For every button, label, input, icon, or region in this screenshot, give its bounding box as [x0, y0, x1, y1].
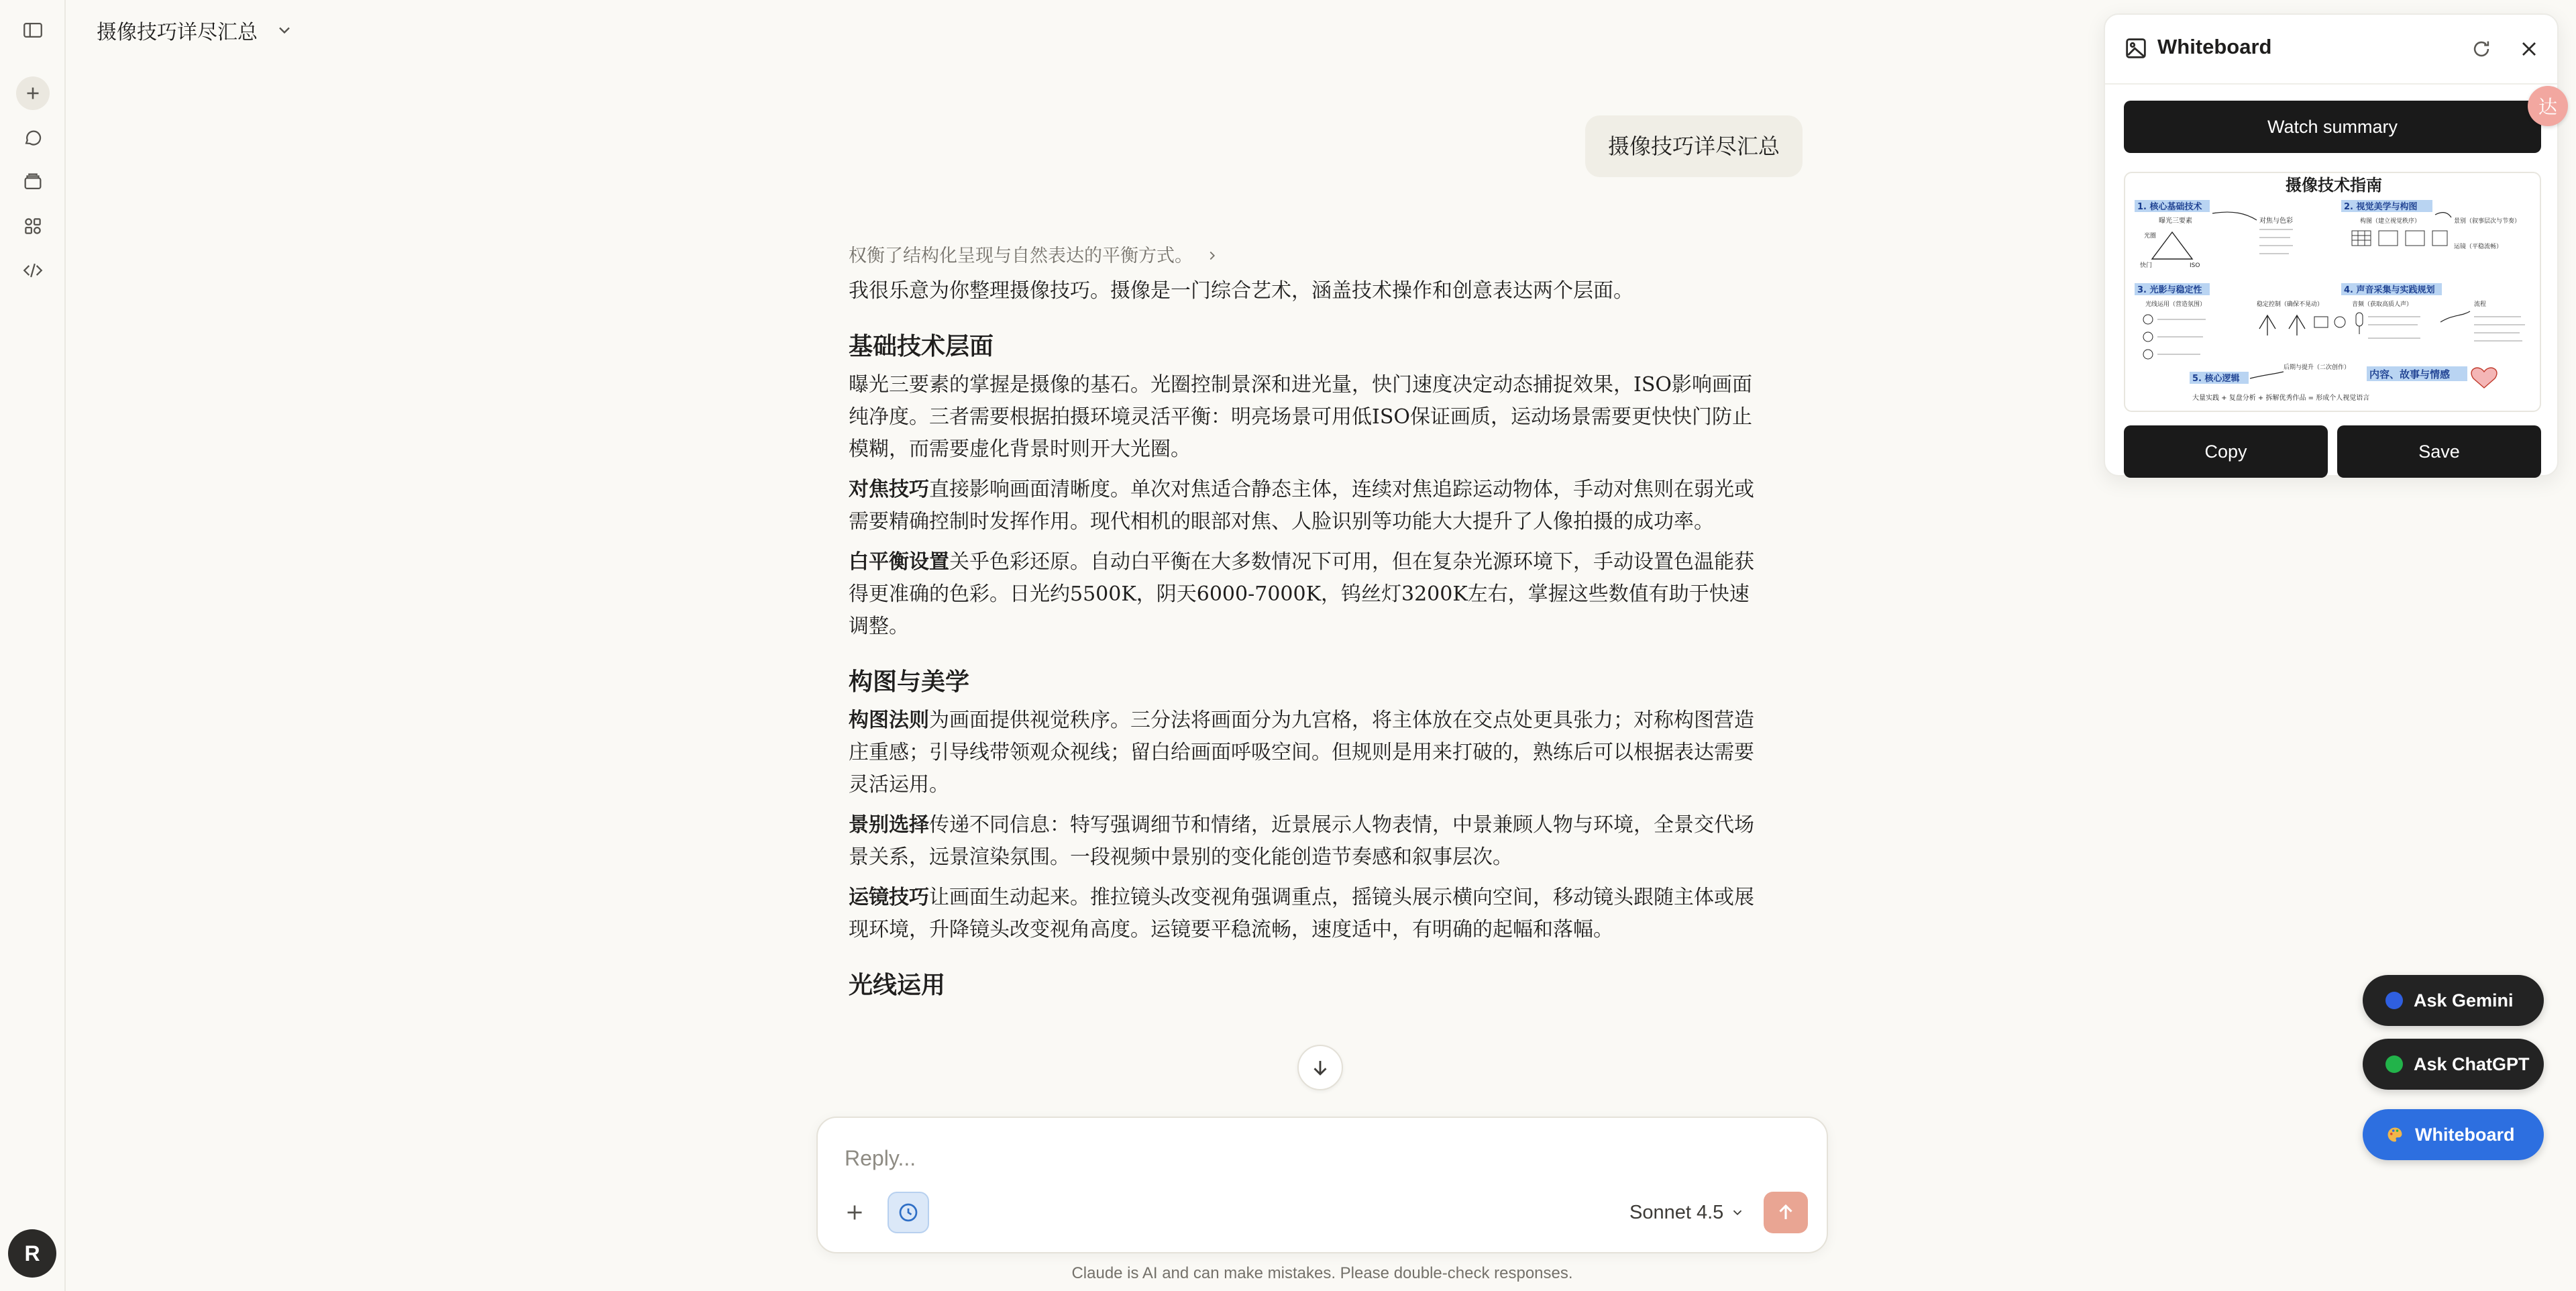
- sketch-core: 内容、故事与情感: [2369, 368, 2451, 380]
- thinking-summary-text: 权衡了结构化呈现与自然表达的平衡方式。: [849, 246, 1193, 266]
- paragraph: 对焦技巧直接影响画面清晰度。单次对焦适合静态主体，连续对焦追踪运动物体，手动对焦则在弱光或需要精确控制时发挥作用。现代相机的眼部对焦、人脸识别等功能大大提升了人像拍摄的成功率。: [849, 478, 1754, 533]
- arrow-down-icon: [1309, 1056, 1332, 1079]
- ask-gemini-label: Ask Gemini: [2414, 990, 2514, 1011]
- ask-chatgpt-label: Ask ChatGPT: [2414, 1053, 2530, 1074]
- whiteboard-header: [2105, 15, 2557, 85]
- sidebar-toggle-button[interactable]: [16, 13, 50, 47]
- sketch-heading-5: 5. 核心逻辑: [2192, 374, 2240, 384]
- sketch-arrow: [2250, 372, 2284, 378]
- user-message-bubble: 摄像技巧详尽汇总: [1585, 115, 1803, 177]
- sketch-text: 流程: [2474, 301, 2487, 308]
- assistant-response: [849, 240, 1754, 1113]
- chevron-down-icon: [275, 21, 294, 40]
- sketch-sun: [2143, 332, 2153, 342]
- sketch-grid: [2379, 231, 2398, 246]
- chatgpt-icon: [2385, 1055, 2403, 1073]
- conversation-title-button[interactable]: [97, 15, 294, 46]
- sketch-text: 曝光三要素: [2159, 217, 2192, 225]
- paragraph: 白平衡设置关乎色彩还原。自动白平衡在大多数情况下可用，但在复杂光源环境下，手动设置色温能获得更准确的色彩。日光约5500K，阴天6000-7000K，钨丝灯3200K左右，掌握这些数值有助于快速调整。: [849, 550, 1754, 638]
- whiteboard-panel: [2104, 13, 2559, 476]
- whiteboard-label: Whiteboard: [2415, 1124, 2515, 1145]
- sketch-lens: [2334, 317, 2345, 327]
- add-attachment-button[interactable]: [834, 1192, 875, 1233]
- copy-button[interactable]: Copy: [2124, 425, 2328, 478]
- sketch-text: 大量实践 + 复盘分析 + 拆解优秀作品 = 形成个人视觉语言: [2192, 395, 2370, 402]
- sketch-camera: [2314, 317, 2328, 327]
- sketch-text: 后期与提升（二次创作）: [2284, 364, 2351, 371]
- composer: [816, 1117, 1828, 1253]
- paragraph: 构图法则为画面提供视觉秩序。三分法将画面分为九宫格，将主体放在交点处更具张力；对称构图营造庄重感；引导线带领观众视线；留白给画面呼吸空间。但规则是用来打破的，熟练后可以根据表达需要灵活运用。: [849, 709, 1754, 796]
- sidebar-toggle-icon: [21, 19, 44, 42]
- code-icon: [21, 259, 44, 282]
- model-selector[interactable]: [1629, 1196, 1745, 1229]
- sketch-tripod: [2259, 315, 2275, 335]
- sketch-arrow: [2440, 311, 2470, 322]
- sketch-text: 构图（建立视觉秩序）: [2360, 218, 2421, 225]
- sketch-text: ISO: [2190, 262, 2200, 269]
- paragraph: 景别选择传递不同信息：特写强调细节和情绪，近景展示人物表情，中景兼顾人物与环境，全景交代场景关系，远景渲染氛围。一段视频中景别的变化能创造节奏感和叙事层次。: [849, 813, 1754, 869]
- paragraph: 曝光三要素的掌握是摄像的基石。光圈控制景深和进光量，快门速度决定动态捕捉效果，ISO影响画面纯净度。三者需要根据拍摄环境灵活平衡：明亮场景可用低ISO保证画质，运动场景需要更快快门防止模糊，而需要虚化背景时则开大光圈。: [849, 373, 1752, 461]
- intro-paragraph: 我很乐意为你整理摄像技巧。摄像是一门综合艺术，涵盖技术操作和创意表达两个层面。: [849, 279, 1633, 303]
- send-button[interactable]: [1764, 1192, 1808, 1233]
- new-chat-button[interactable]: [16, 76, 50, 110]
- ask-chatgpt-button[interactable]: [2363, 1039, 2544, 1090]
- translate-extension-button[interactable]: 达: [2528, 86, 2568, 126]
- clock-icon: [896, 1200, 920, 1225]
- sketch-tripod: [2289, 315, 2305, 335]
- sketch-triangle: [2152, 232, 2192, 259]
- artifacts-button[interactable]: [16, 209, 50, 243]
- whiteboard-title: Whiteboard: [2157, 35, 2272, 58]
- sketch-text: 景别（叙事层次与节奏）: [2454, 218, 2521, 225]
- whiteboard-sketch: [2125, 173, 2541, 412]
- sketch-sun: [2143, 350, 2153, 359]
- whiteboard-toggle-button[interactable]: [2363, 1109, 2544, 1160]
- plus-icon: [843, 1200, 867, 1225]
- sketch-arrow: [2435, 213, 2451, 217]
- grid-icon: [21, 215, 44, 238]
- save-button[interactable]: Save: [2337, 425, 2541, 478]
- sketch-text: 音频（获取高质人声）: [2352, 301, 2413, 308]
- chevron-down-icon: [1730, 1205, 1745, 1220]
- sketch-text: 对焦与色彩: [2259, 217, 2293, 225]
- gemini-icon: [2385, 992, 2403, 1009]
- chats-button[interactable]: [16, 121, 50, 154]
- section-heading: 基础技术层面: [849, 332, 994, 360]
- sketch-text: 光线运用（营造氛围）: [2145, 301, 2206, 308]
- watch-summary-button[interactable]: Watch summary: [2124, 101, 2541, 153]
- sketch-heading-1: 1. 核心基础技术: [2137, 202, 2202, 212]
- sketch-grid: [2406, 231, 2424, 246]
- chevron-right-icon: [1205, 248, 1220, 263]
- code-button[interactable]: [16, 254, 50, 287]
- disclaimer: Claude is AI and can make mistakes. Please double-check responses.: [1071, 1264, 1573, 1282]
- sketch-heading-3: 3. 光影与稳定性: [2137, 285, 2202, 295]
- projects-button[interactable]: [16, 165, 50, 199]
- user-avatar[interactable]: R: [8, 1229, 56, 1278]
- left-rail: [0, 0, 66, 1291]
- paragraph: 运镜技巧让画面生动起来。推拉镜头改变视角强调重点，摇镜头展示横向空间，移动镜头跟随主体或展现环境，升降镜头改变视角高度。运镜要平稳流畅，速度适中，有明确的起幅和落幅。: [849, 886, 1754, 941]
- sketch-heading-4: 4. 声音采集与实践规划: [2344, 285, 2435, 295]
- arrow-up-icon: [1774, 1201, 1797, 1224]
- model-name: Sonnet 4.5: [1629, 1201, 1724, 1223]
- whiteboard-thumbnail[interactable]: [2124, 172, 2541, 412]
- archive-icon: [21, 170, 44, 193]
- refresh-icon[interactable]: [2470, 38, 2493, 60]
- sketch-arrow: [2212, 212, 2257, 220]
- scroll-to-bottom-button[interactable]: [1297, 1045, 1343, 1090]
- sketch-sun: [2143, 315, 2153, 324]
- section-heading: 构图与美学: [849, 668, 970, 696]
- sketch-text: 光圈: [2144, 233, 2157, 240]
- sketch-heart: [2471, 368, 2497, 388]
- conversation-title: 摄像技巧详尽汇总: [97, 21, 258, 44]
- close-icon[interactable]: [2517, 37, 2541, 61]
- sketch-grid: [2432, 231, 2447, 246]
- sketch-mic: [2356, 313, 2363, 326]
- plus-icon: [21, 82, 44, 105]
- image-icon: [2123, 35, 2149, 62]
- sketch-grid: [2352, 231, 2371, 246]
- sketch-text: 运镜（平稳流畅）: [2454, 244, 2503, 250]
- palette-icon: [2385, 1125, 2404, 1144]
- reply-input[interactable]: [845, 1139, 1717, 1177]
- sketch-title: 摄像技术指南: [2286, 176, 2382, 195]
- sketch-heading-2: 2. 视觉美学与构图: [2344, 202, 2418, 212]
- extended-thinking-toggle[interactable]: [888, 1192, 929, 1233]
- ask-gemini-button[interactable]: [2363, 975, 2544, 1026]
- sketch-text: 快门: [2140, 262, 2153, 269]
- sketch-text: 稳定控制（确保不晃动）: [2257, 301, 2324, 308]
- thinking-summary-toggle[interactable]: [849, 240, 1754, 271]
- chat-bubble-icon: [21, 126, 44, 149]
- section-heading: 光线运用: [849, 971, 946, 999]
